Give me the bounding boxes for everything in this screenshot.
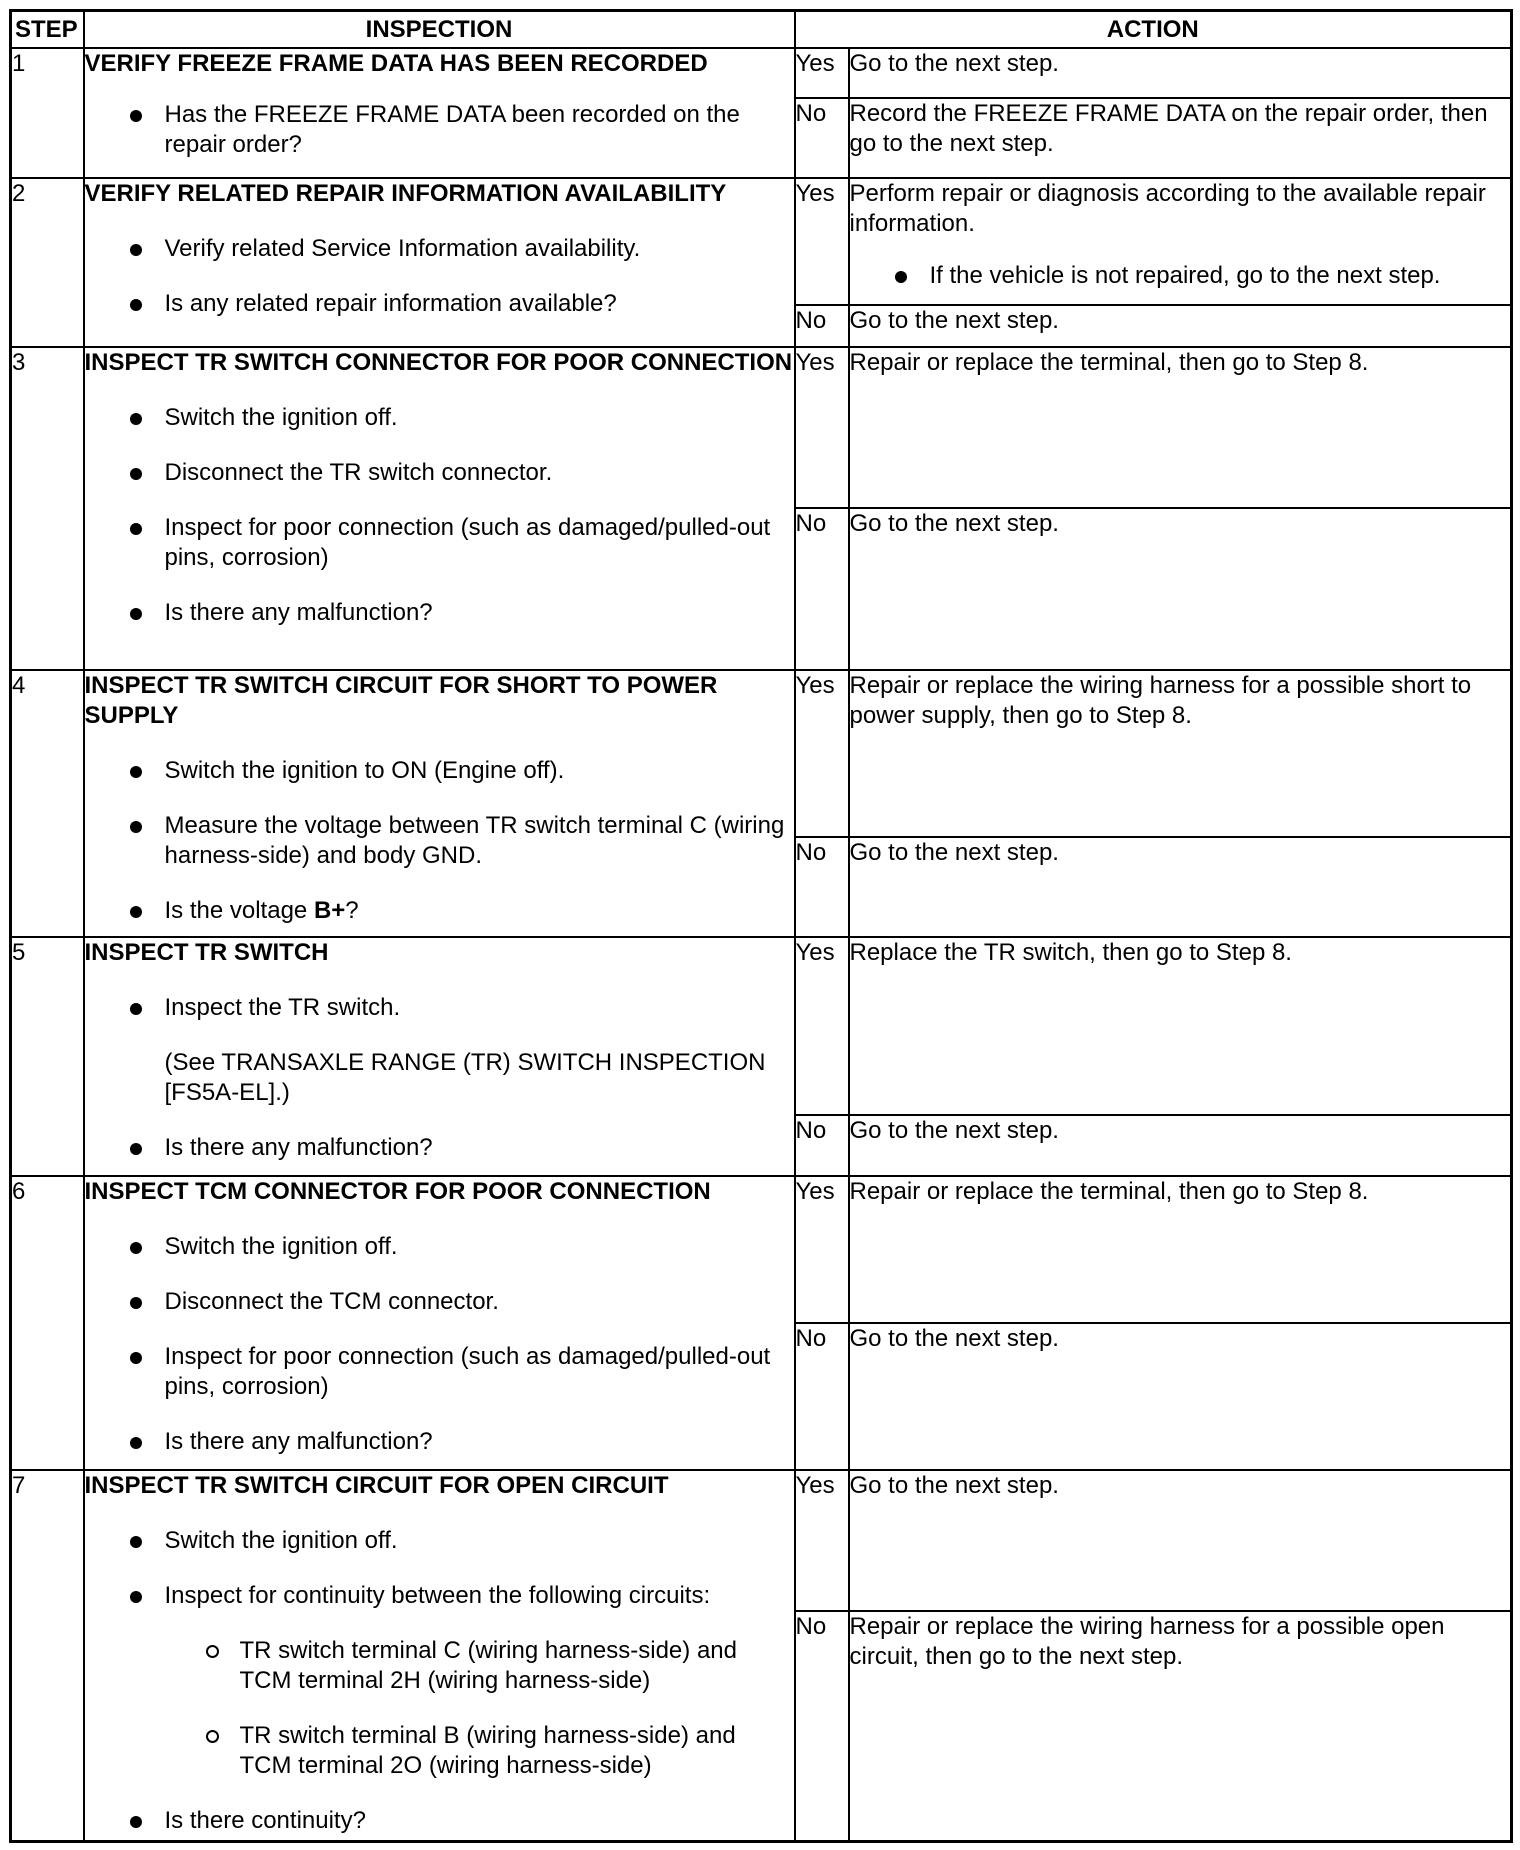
no-action: Go to the next step. [849,1115,1512,1176]
bullet-text: Is the voltage [164,897,314,924]
step-title: INSPECT TR SWITCH [84,939,329,966]
step-row-1 [11,48,1512,98]
inspection-bullet: Measure the voltage between TR switch terminal C (wiring harness-side) and body GND. [85,811,794,871]
yes-action: Repair or replace the terminal, then go to Step 8. [849,1176,1512,1323]
inspection-bullet: Is there any malfunction? [85,1133,794,1163]
step-row-5 [11,937,1512,1115]
inspection-bullet: Switch the ignition off. [85,1232,794,1262]
step-title: VERIFY FREEZE FRAME DATA HAS BEEN RECORDED [84,50,708,77]
no-action: Record the FREEZE FRAME DATA on the repair order, then go to the next step. [849,98,1512,178]
step-title: INSPECT TR SWITCH CIRCUIT FOR SHORT TO POWER SUPPLY [84,672,718,729]
no-action: Go to the next step. [849,305,1512,347]
step-number: 7 [11,1470,84,1841]
action-bullet: If the vehicle is not repaired, go to the next step. [850,261,1511,291]
yes-action-cell [849,178,1512,305]
no-action: Go to the next step. [849,1323,1512,1470]
step-row-7 [11,1470,1512,1611]
inspection-note: (See TRANSAXLE RANGE (TR) SWITCH INSPECTION [FS5A-EL].) [164,1049,766,1106]
step-title: INSPECT TR SWITCH CIRCUIT FOR OPEN CIRCUIT [84,1472,669,1499]
no-label: No [795,508,849,670]
inspection-header: INSPECTION [84,11,795,49]
yes-label: Yes [795,937,849,1115]
inspection-bullet: Switch the ignition off. [85,403,794,433]
inspection-bullet: Disconnect the TR switch connector. [85,458,794,488]
inspection-cell [84,48,795,178]
no-action: Go to the next step. [849,837,1512,937]
inspection-bullet: Is there any malfunction? [85,1427,794,1457]
inspection-bullet: Is there any malfunction? [85,598,794,628]
step-number: 1 [11,48,84,178]
yes-action: Go to the next step. [849,48,1512,98]
inspection-bullet [85,896,794,926]
step-row-2 [11,178,1512,305]
inspection-cell [84,1470,795,1841]
bullet-text-end: ? [345,897,359,924]
step-header: STEP [11,11,84,49]
header-row [11,11,1512,49]
step-number: 6 [11,1176,84,1470]
yes-label: Yes [795,1176,849,1323]
inspection-cell [84,347,795,670]
no-label: No [795,1611,849,1841]
inspection-bullet: Switch the ignition to ON (Engine off). [85,756,794,786]
voltage-value: B+ [313,897,346,924]
yes-action: Perform repair or diagnosis according to the available repair information. [849,180,1486,237]
no-label: No [795,1115,849,1176]
yes-action: Go to the next step. [849,1470,1512,1611]
step-row-4 [11,670,1512,837]
no-label: No [795,1323,849,1470]
yes-label: Yes [795,1470,849,1611]
step-number: 2 [11,178,84,347]
inspection-bullet: Inspect for continuity between the following circuits: [85,1581,794,1611]
step-title: VERIFY RELATED REPAIR INFORMATION AVAILABILITY [84,180,727,207]
yes-action: Replace the TR switch, then go to Step 8. [849,937,1512,1115]
yes-label: Yes [795,48,849,98]
yes-label: Yes [795,670,849,837]
inspection-cell [84,1176,795,1470]
inspection-cell [84,178,795,347]
step-row-3 [11,347,1512,508]
inspection-bullet: Inspect the TR switch. [85,993,794,1023]
inspection-bullet: Has the FREEZE FRAME DATA been recorded on the repair order? [85,100,794,160]
inspection-bullet: Inspect for poor connection (such as damaged/pulled-out pins, corrosion) [85,1342,794,1402]
yes-action: Repair or replace the wiring harness for a possible short to power supply, then go to Step 8. [849,670,1512,837]
inspection-bullet: Is any related repair information available? [85,289,794,319]
inspection-cell [84,937,795,1176]
step-title: INSPECT TR SWITCH CONNECTOR FOR POOR CONNECTION [84,349,793,376]
step-row-6 [11,1176,1512,1323]
diagnostic-table [9,9,1513,1843]
yes-label: Yes [795,178,849,305]
inspection-bullet: Inspect for poor connection (such as damaged/pulled-out pins, corrosion) [85,513,794,573]
yes-label: Yes [795,347,849,508]
step-title: INSPECT TCM CONNECTOR FOR POOR CONNECTION [84,1178,711,1205]
no-label: No [795,98,849,178]
inspection-sub-bullet: TR switch terminal C (wiring harness-side) and TCM terminal 2H (wiring harness-side) [85,1636,794,1696]
step-number: 5 [11,937,84,1176]
inspection-bullet: Disconnect the TCM connector. [85,1287,794,1317]
no-action: Go to the next step. [849,508,1512,670]
inspection-sub-bullet: TR switch terminal B (wiring harness-side) and TCM terminal 2O (wiring harness-side) [85,1721,794,1781]
no-label: No [795,837,849,937]
inspection-bullet: Switch the ignition off. [85,1526,794,1556]
inspection-bullet: Is there continuity? [85,1806,794,1836]
inspection-bullet: Verify related Service Information availability. [85,234,794,264]
no-action: Repair or replace the wiring harness for a possible open circuit, then go to the next step. [849,1611,1512,1841]
step-number: 4 [11,670,84,937]
step-number: 3 [11,347,84,670]
no-label: No [795,305,849,347]
yes-action: Repair or replace the terminal, then go to Step 8. [849,347,1512,508]
action-header: ACTION [795,11,1512,49]
inspection-cell [84,670,795,937]
